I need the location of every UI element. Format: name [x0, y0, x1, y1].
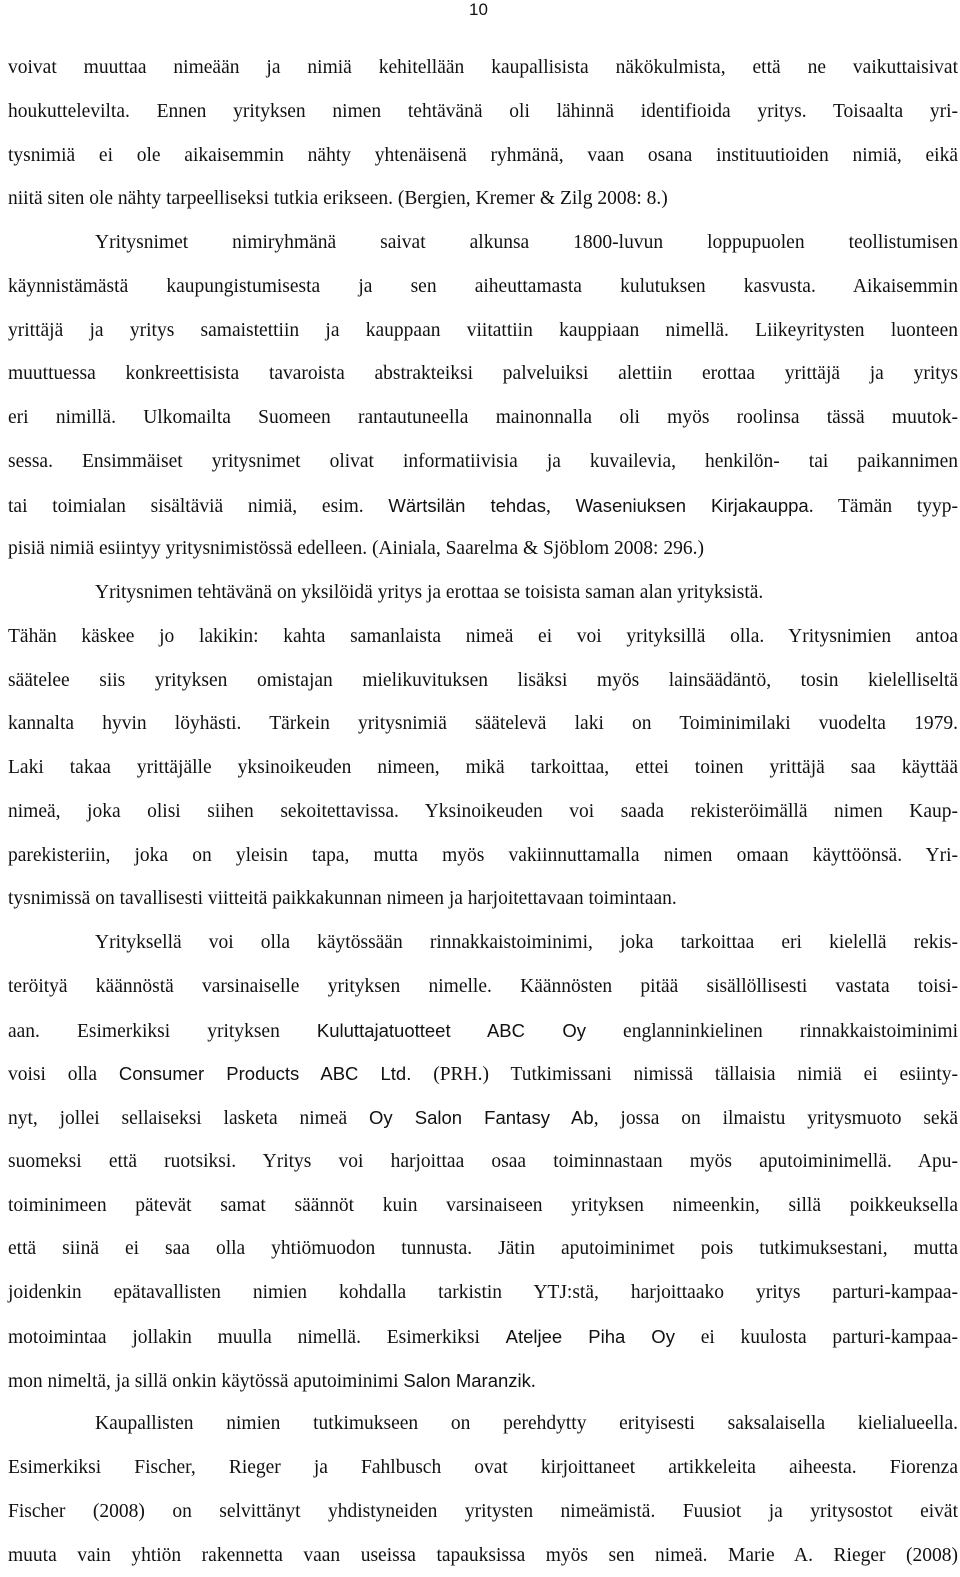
text-line: suomeksi että ruotsiksi. Yritys voi harjoittaa osaa toiminnastaan myös aputoiminimellä. Apu- — [8, 1140, 958, 1184]
text-line: toiminimeen pätevät samat säännöt kuin varsinaiseen yrityksen nimeenkin, sillä poikkeuksella — [8, 1184, 958, 1228]
text-line: käynnistämästä kaupungistumisesta ja sen aiheuttamasta kulutuksen kasvusta. Aikaisemmin — [8, 265, 958, 309]
text-segment: aan. Esimerkiksi yrityksen — [8, 1021, 317, 1042]
text-segment: nyt, jollei sellaiseksi lasketa nimeä — [8, 1108, 369, 1129]
text-line: Laki takaa yrittäjälle yksinoikeuden nimeen, mikä tarkoittaa, ettei toinen yrittäjä saa käyttää — [8, 746, 958, 790]
page-number: 10 — [469, 0, 488, 20]
text-line: pisiä nimiä esiintyy yritysnimistössä edelleen. (Ainiala, Saarelma & Sjöblom 2008: 296.) — [8, 527, 958, 571]
text-segment: englanninkielinen rinnakkaistoiminimi — [586, 1021, 958, 1042]
company-name: Kuluttajatuotteet ABC Oy — [317, 1020, 586, 1041]
company-name: Consumer Products ABC Ltd. — [119, 1063, 412, 1084]
text-line: sessa. Ensimmäiset yritysnimet olivat informatiivisia ja kuvailevia, henkilön- tai paikannimen — [8, 440, 958, 484]
text-segment: (PRH.) Tutkimissani nimissä tällaisia nimiä ei esiinty- — [411, 1064, 958, 1085]
text-line: Yritysnimen tehtävänä on yksilöidä yritys ja erottaa se toisista saman alan yrityksistä. — [8, 571, 958, 615]
body-text — [8, 46, 958, 1577]
text-line: tysnimiä ei ole aikaisemmin nähty yhtenäisenä ryhmänä, vaan osana instituutioiden nimiä, eikä — [8, 134, 958, 178]
text-line: Fischer (2008) on selvittänyt yhdistyneiden yritysten nimeämistä. Fuusiot ja yritysostot eivät — [8, 1490, 958, 1534]
text-line: nimeä, joka olisi siihen sekoitettavissa. Yksinoikeuden voi saada rekisteröimällä nimen Kaup- — [8, 790, 958, 834]
text-line — [8, 1009, 958, 1053]
text-line: muuttuessa konkreettisista tavaroista abstrakteiksi palveluiksi alettiin erottaa yrittäjä ja yritys — [8, 352, 958, 396]
text-line: että siinä ei saa olla yhtiömuodon tunnusta. Jätin aputoiminimet pois tutkimuksestani, mutta — [8, 1227, 958, 1271]
text-line: tysnimissä on tavallisesti viitteitä paikkakunnan nimeen ja harjoitettavaan toimintaan. — [8, 877, 958, 921]
text-segment: . Tämän tyyp- — [809, 496, 958, 517]
text-line: yrittäjä ja yritys samaistettiin ja kauppaan viitattiin kauppiaan nimellä. Liikeyritysten luonteen — [8, 309, 958, 353]
text-line: Esimerkiksi Fischer, Rieger ja Fahlbusch ovat kirjoittaneet artikkeleita aiheesta. Fiorenza — [8, 1446, 958, 1490]
text-line — [8, 1096, 958, 1140]
text-line: Kaupallisten nimien tutkimukseen on perehdytty erityisesti saksalaisella kielialueella. — [8, 1402, 958, 1446]
text-line: joidenkin epätavallisten nimien kohdalla tarkistin YTJ:stä, harjoittaako yritys parturi-kampaa- — [8, 1271, 958, 1315]
company-name: Oy Salon Fantasy Ab — [369, 1107, 594, 1128]
text-line: kannalta hyvin löyhästi. Tärkein yritysnimiä säätelevä laki on Toiminimilaki vuodelta 1979. — [8, 702, 958, 746]
text-line: säätelee siis yrityksen omistajan mielikuvituksen lisäksi myös lainsäädäntö, tosin kielelliseltä — [8, 659, 958, 703]
company-name: Waseniuksen Kirjakauppa — [576, 495, 809, 516]
text-line: houkuttelevilta. Ennen yrityksen nimen tehtävänä oli lähinnä identifioida yritys. Toisaalta yri- — [8, 90, 958, 134]
text-line — [8, 1359, 958, 1403]
text-line: muuta vain yhtiön rakennetta vaan useissa tapauksissa myös sen nimeä. Marie A. Rieger (2008) — [8, 1534, 958, 1577]
text-segment: . — [531, 1371, 536, 1392]
text-line: Tähän käskee jo lakikin: kahta samanlaista nimeä ei voi yrityksillä olla. Yritysnimien antoa — [8, 615, 958, 659]
text-line: parekisteriin, joka on yleisin tapa, mutta myös vakiinnuttamalla nimen omaan käyttöönsä. Yri- — [8, 834, 958, 878]
text-segment: voisi olla — [8, 1064, 119, 1085]
text-line: voivat muuttaa nimeään ja nimiä kehitellään kaupallisista näkökulmista, että ne vaikuttaisivat — [8, 46, 958, 90]
company-name: Ateljee Piha Oy — [506, 1326, 675, 1347]
company-name: Salon Maranzik — [403, 1370, 531, 1391]
text-segment: ei kuulosta parturi-kampaa- — [675, 1327, 958, 1348]
company-name: Wärtsilän tehdas — [388, 495, 546, 516]
text-segment: tai toimialan sisältäviä nimiä, esim. — [8, 496, 388, 517]
text-segment: , jossa on ilmaistu yritysmuoto sekä — [594, 1108, 958, 1129]
text-line: Yrityksellä voi olla käytössään rinnakkaistoiminimi, joka tarkoittaa eri kielellä rekis- — [8, 921, 958, 965]
text-line: eri nimillä. Ulkomailta Suomeen rantautuneella mainonnalla oli myös roolinsa tässä muutok- — [8, 396, 958, 440]
text-segment: motoimintaa jollakin muulla nimellä. Esimerkiksi — [8, 1327, 506, 1348]
text-segment: mon nimeltä, ja sillä onkin käytössä aputoiminimi — [8, 1371, 403, 1392]
text-line: niitä siten ole nähty tarpeelliseksi tutkia erikseen. (Bergien, Kremer & Zilg 2008: 8.) — [8, 177, 958, 221]
text-line: Yritysnimet nimiryhmänä saivat alkunsa 1800-luvun loppupuolen teollistumisen — [8, 221, 958, 265]
text-segment: , — [546, 496, 576, 517]
text-line — [8, 1315, 958, 1359]
text-line — [8, 1052, 958, 1096]
text-line: teröityä käännöstä varsinaiselle yrityksen nimelle. Käännösten pitää sisällöllisesti vastata toisi- — [8, 965, 958, 1009]
text-line — [8, 484, 958, 528]
